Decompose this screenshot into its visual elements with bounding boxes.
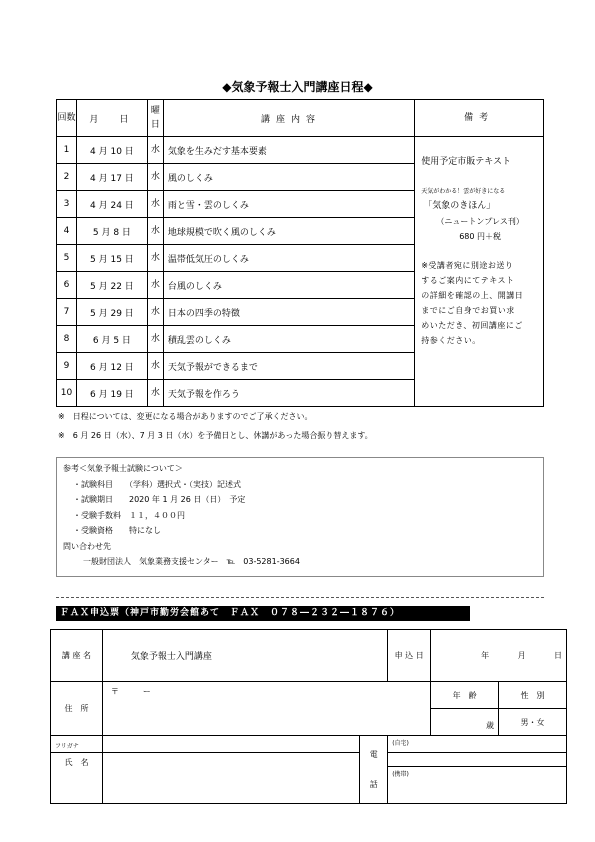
page-title: ◆気象予報士入門講座日程◆ xyxy=(222,80,373,94)
note-line: までにご自身でお買い求 xyxy=(421,306,515,315)
schedule-header-row xyxy=(57,100,544,137)
mobile-phone-field[interactable] xyxy=(388,767,566,803)
note-line: 天気がわかる！雲が好きになる xyxy=(421,188,506,195)
year-label: 年 xyxy=(481,651,490,660)
home-phone-field[interactable] xyxy=(388,736,567,753)
table-row: 9 6 月 12 日 水 天気予報ができるまで xyxy=(57,353,544,380)
furigana-label: フリガナ xyxy=(51,736,103,753)
note-line: の詳細を確認の上、開講日 xyxy=(421,291,524,300)
reference-heading: 参考＜気象予報士試験について＞ xyxy=(63,464,183,473)
note-line: めいただき、初回講座にご xyxy=(421,321,523,330)
header-note: 備考 xyxy=(415,100,544,137)
apply-date-field[interactable] xyxy=(431,630,567,682)
furigana-field[interactable] xyxy=(102,736,359,753)
header-course: 講座内容 xyxy=(163,100,414,137)
exam-reference-box xyxy=(56,457,544,577)
age-label: 年 齢 xyxy=(431,682,499,709)
table-row: 8 6 月 5 日 水 積乱雲のしくみ xyxy=(57,326,544,353)
address-label: 住 所 xyxy=(51,682,103,736)
postal-code-field[interactable]: 〒 ー xyxy=(110,687,151,696)
cut-line xyxy=(56,597,544,598)
table-row: 3 4 月 24 日 水 雨と雪・雲のしくみ xyxy=(57,191,544,218)
gender-label: 性 別 xyxy=(499,682,567,709)
note-line: ※受講者宛に別途お送り xyxy=(421,261,514,270)
phone-fields xyxy=(388,753,567,804)
reference-exam-date: ・試験期日 2020 年 1 月 26 日（日） 予定 xyxy=(73,495,246,504)
header-day: 曜日 xyxy=(147,100,163,137)
note-line: するご案内にてテキスト xyxy=(421,276,515,285)
table-row: 5 5 月 15 日 水 温帯低気圧のしくみ xyxy=(57,245,544,272)
course-name-value[interactable]: 気象予報士入門講座 xyxy=(102,630,387,682)
fax-form-header: ＦＡＸ申込票（神戸市勤労会館あて ＦＡＸ ０７８―２３２―１８７６） xyxy=(56,606,470,621)
note-line: 持参ください。 xyxy=(421,336,481,345)
note-line: （ニュートンプレス刊） xyxy=(436,217,524,226)
course-name-label: 講 座 名 xyxy=(51,630,103,682)
age-unit: 歳 xyxy=(486,721,495,730)
table-row: 6 5 月 22 日 水 台風のしくみ xyxy=(57,272,544,299)
phone-label: 電 話 xyxy=(360,736,388,804)
note-price: 680 円＋税 xyxy=(459,232,502,241)
gender-field[interactable]: 男・女 xyxy=(499,709,567,736)
reference-fee: ・受験手数料 １１，４００円 xyxy=(73,510,185,520)
header-date: 月 日 xyxy=(76,100,147,137)
fax-application-form xyxy=(50,629,567,804)
reference-eligibility: ・受験資格 特になし xyxy=(73,526,161,535)
note-line: 使用予定市販テキスト xyxy=(421,157,512,167)
mobile-phone-label: (携帯) xyxy=(392,771,409,778)
textbook-note xyxy=(415,137,544,407)
table-row: 4 5 月 8 日 水 地球規模で吹く風のしくみ xyxy=(57,218,544,245)
table-row: 7 5 月 29 日 水 日本の四季の特徴 xyxy=(57,299,544,326)
schedule-table xyxy=(56,99,544,407)
table-row: 1 4 月 10 日 水 気象を生みだす基本要素 使用予定市販テキスト 天気がわかる！雲が好きになる 「気象のきほん」 （ニュートンプレス刊） 680 円＋税 ※受講者宛に別途お送り するご案内にてテキスト の詳細を確認の上、開講日 までにご自身でお買い求 めいただき、初回講座にご 持参ください。 xyxy=(57,137,544,164)
day-label: 日 xyxy=(554,651,562,660)
header-num: 回数 xyxy=(57,100,77,137)
table-row: 10 6 月 19 日 水 天気予報を作ろう xyxy=(57,380,544,407)
month-label: 月 xyxy=(517,651,526,660)
reference-subjects: ・試験科目 （学科）選択式・（実技）記述式 xyxy=(73,479,241,489)
address-field[interactable] xyxy=(102,682,430,736)
note-book-title: 「気象のきほん」 xyxy=(423,201,496,211)
apply-date-label: 申 込 日 xyxy=(388,630,431,682)
reference-contact: 一般財団法人 気象業務支援センター ℡ 03-5281-3664 xyxy=(83,557,300,566)
name-label: 氏 名 xyxy=(51,753,103,804)
reference-contact-label: 問い合わせ先 xyxy=(63,541,111,551)
table-row: 2 4 月 17 日 水 風のしくみ xyxy=(57,164,544,191)
age-field[interactable] xyxy=(431,709,499,736)
note-reserve-days: ※ 6 月 26 日（水）、7 月 3 日（水）を予備日とし、休講があった場合振り替えます。 xyxy=(58,431,373,440)
schedule-notes xyxy=(58,407,373,445)
name-field[interactable] xyxy=(102,753,359,804)
home-phone-label: (自宅) xyxy=(392,740,409,747)
note-change: ※ 日程については、変更になる場合がありますのでご了承ください。 xyxy=(58,412,313,421)
